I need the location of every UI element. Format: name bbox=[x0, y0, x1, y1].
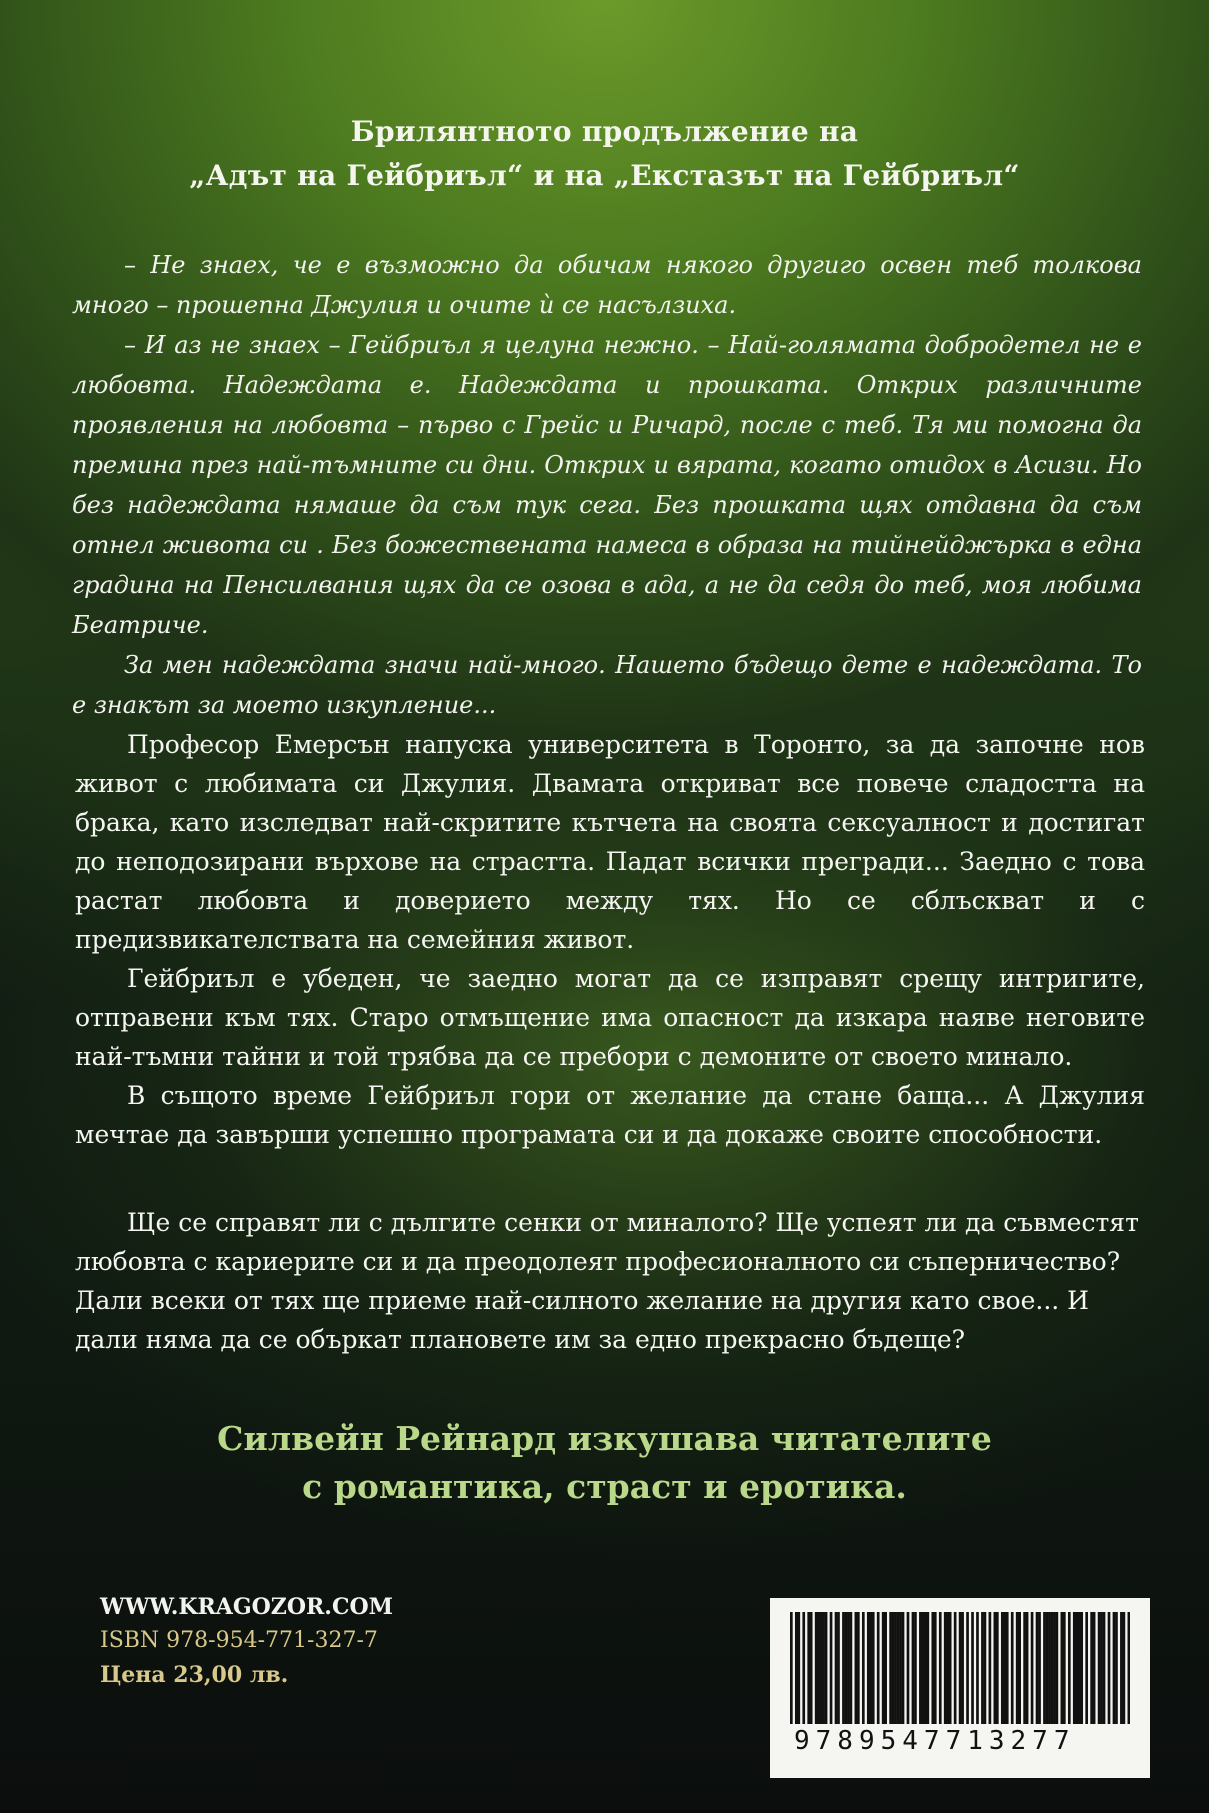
barcode-bar bbox=[815, 1612, 818, 1724]
barcode-bar bbox=[1073, 1612, 1076, 1724]
tagline-line-1: Силвейн Рейнард изкушава читателите bbox=[217, 1419, 992, 1458]
barcode-bar bbox=[996, 1612, 999, 1724]
barcode-bar bbox=[892, 1612, 895, 1724]
barcode-bar bbox=[1085, 1612, 1088, 1724]
barcode-bar bbox=[959, 1612, 962, 1724]
synopsis-paragraph-2: Гейбриъл е убеден, че заедно могат да се изправят срещу интригите, отправени към тях. Старо отмъщение има опасност да изкара наяве неговите най-тъмни тайни и той трябва да се пребори с демоните от своето минало. bbox=[75, 964, 1145, 1071]
barcode-bar bbox=[1053, 1612, 1056, 1724]
barcode-bar bbox=[790, 1612, 793, 1724]
barcode-bar bbox=[797, 1612, 800, 1724]
synopsis-paragraph-1: Професор Емерсън напуска университета в Торонто, за да започне нов живот с любимата си Джулия. Двамата откриват все повече сладостта на брака, като изследват най-скритите кътчета на своята сексуалност и достигат до неподозирани върхове на страстта. Падат всички прегради... Заедно с това растат любовта и доверието между тях. Но се сблъскват и с предизвикателствата на семейния живот. bbox=[75, 730, 1145, 954]
quote-paragraph-3: За мен надеждата значи най-много. Нашето бъдещо дете е надеждата. То е знакът за моето изкупление... bbox=[72, 651, 1142, 719]
barcode-bar bbox=[1080, 1612, 1083, 1724]
quote-paragraph-2: – И аз не знаех – Гейбриъл я целуна нежно. – Най-голямата добродетел не е любовта. Надеждата е. Надеждата и прошката. Открих различните проявления на любовта – първо с Грейс и Ричард, после с теб. Тя ми помогна да премина през най-тъмните си дни. Открих и вярата, когато отидох в Асизи. Но без надеждата нямаше да съм тук сега. Без прошката щях отдавна да съм отнел живота си . Без божествената намеса в образа на тийнейджърка в една градина на Пенсилвания щях да се озова в ада, а не да седя до теб, моя любима Беатриче. bbox=[72, 331, 1142, 639]
barcode-bar bbox=[966, 1612, 969, 1724]
barcode-bar bbox=[1048, 1612, 1051, 1724]
barcode-bar bbox=[889, 1612, 892, 1724]
barcode-bar bbox=[902, 1612, 905, 1724]
barcode-bar bbox=[1056, 1612, 1059, 1724]
barcode-bar bbox=[1078, 1612, 1081, 1724]
teaser-questions bbox=[75, 1203, 1145, 1359]
barcode-bar bbox=[1093, 1612, 1096, 1724]
author-tagline bbox=[0, 1415, 1209, 1511]
questions-paragraph: Ще се справят ли с дългите сенки от миналото? Ще успеят ли да съвместят любовта с кариерите си и да преодолеят професионалното си съперничество? Дали всеки от тях ще приеме най-силното желание на другия като свое... И дали няма да се объркат плановете им за едно прекрасно бъдеще? bbox=[75, 1208, 1139, 1354]
barcode-bar bbox=[899, 1612, 902, 1724]
barcode-bar bbox=[961, 1612, 964, 1724]
barcode-bar bbox=[869, 1612, 872, 1724]
barcode-bar bbox=[1051, 1612, 1054, 1724]
barcode-bar bbox=[795, 1612, 798, 1724]
isbn-number: ISBN 978-954-771-327-7 bbox=[100, 1628, 378, 1653]
barcode-bar bbox=[882, 1612, 885, 1724]
barcode-bar bbox=[1006, 1612, 1009, 1724]
headline-line-2: „Адът на Гейбриъл“ и на „Екстазът на Гейбриъл“ bbox=[189, 159, 1020, 192]
barcode-bars-icon bbox=[790, 1612, 1130, 1724]
barcode-bar bbox=[820, 1612, 823, 1724]
tagline-line-2: с романтика, страст и еротика. bbox=[302, 1467, 907, 1506]
headline-line-1: Брилянтното продължение на bbox=[350, 115, 859, 148]
barcode-bar bbox=[1016, 1612, 1019, 1724]
barcode-bar bbox=[939, 1612, 942, 1724]
barcode-bar bbox=[855, 1612, 858, 1724]
barcode-bar bbox=[924, 1612, 927, 1724]
barcode-bar bbox=[907, 1612, 910, 1724]
barcode-bar bbox=[981, 1612, 984, 1724]
barcode-bar bbox=[1038, 1612, 1041, 1724]
barcode-bar bbox=[807, 1612, 810, 1724]
barcode-bar bbox=[927, 1612, 930, 1724]
barcode-bar bbox=[1115, 1612, 1118, 1724]
barcode-bar bbox=[914, 1612, 917, 1724]
barcode-bar bbox=[1036, 1612, 1039, 1724]
barcode-bar bbox=[884, 1612, 887, 1724]
barcode bbox=[770, 1598, 1150, 1778]
barcode-bar bbox=[1108, 1612, 1111, 1724]
barcode-bar bbox=[877, 1612, 880, 1724]
barcode-bar bbox=[1113, 1612, 1116, 1724]
barcode-bar bbox=[1103, 1612, 1106, 1724]
barcode-bar bbox=[867, 1612, 870, 1724]
barcode-bar bbox=[862, 1612, 865, 1724]
excerpt-quote bbox=[72, 245, 1142, 725]
barcode-bar bbox=[1001, 1612, 1004, 1724]
barcode-bar bbox=[1031, 1612, 1034, 1724]
barcode-bar bbox=[934, 1612, 937, 1724]
barcode-bar bbox=[984, 1612, 987, 1724]
barcode-bar bbox=[976, 1612, 979, 1724]
barcode-bar bbox=[1120, 1612, 1123, 1724]
publisher-url[interactable]: WWW.KRAGOZOR.COM bbox=[100, 1594, 393, 1620]
barcode-bar bbox=[845, 1612, 848, 1724]
headline bbox=[0, 110, 1209, 198]
barcode-bar bbox=[894, 1612, 897, 1724]
barcode-bar bbox=[897, 1612, 900, 1724]
barcode-bar bbox=[1068, 1612, 1071, 1724]
barcode-bar bbox=[1003, 1612, 1006, 1724]
barcode-bar bbox=[1063, 1612, 1066, 1724]
barcode-bar bbox=[802, 1612, 805, 1724]
barcode-bar bbox=[931, 1612, 934, 1724]
barcode-bar bbox=[946, 1612, 949, 1724]
barcode-bar bbox=[989, 1612, 992, 1724]
barcode-digits: 9789547713277 bbox=[794, 1726, 1076, 1756]
barcode-bar bbox=[912, 1612, 915, 1724]
synopsis-paragraph-3: В същото време Гейбриъл гори от желание да стане баща... А Джулия мечтае да завърши успешно програмата си и да докаже своите способности. bbox=[75, 1081, 1145, 1149]
barcode-bar bbox=[949, 1612, 952, 1724]
barcode-bar bbox=[1011, 1612, 1014, 1724]
barcode-bar bbox=[1018, 1612, 1021, 1724]
barcode-bar bbox=[1043, 1612, 1046, 1724]
barcode-bar bbox=[835, 1612, 838, 1724]
barcode-bar bbox=[994, 1612, 997, 1724]
barcode-bar bbox=[847, 1612, 850, 1724]
barcode-bar bbox=[922, 1612, 925, 1724]
barcode-bar bbox=[1026, 1612, 1029, 1724]
synopsis bbox=[75, 725, 1145, 1154]
barcode-bar bbox=[1046, 1612, 1049, 1724]
barcode-bar bbox=[944, 1612, 947, 1724]
barcode-bar bbox=[837, 1612, 840, 1724]
barcode-bar bbox=[857, 1612, 860, 1724]
barcode-bar bbox=[971, 1612, 974, 1724]
barcode-bar bbox=[1123, 1612, 1126, 1724]
barcode-bar bbox=[822, 1612, 825, 1724]
barcode-bar bbox=[1061, 1612, 1064, 1724]
barcode-bar bbox=[1128, 1612, 1130, 1724]
barcode-bar bbox=[817, 1612, 820, 1724]
barcode-bar bbox=[842, 1612, 845, 1724]
barcode-bar bbox=[1023, 1612, 1026, 1724]
quote-paragraph-1: – Не знаех, че е възможно да обичам някого другиго освен теб толкова много – прошепна Джулия и очите ѝ се насълзиха. bbox=[72, 251, 1142, 319]
barcode-bar bbox=[825, 1612, 828, 1724]
price-label: Цена 23,00 лв. bbox=[100, 1662, 289, 1688]
barcode-bar bbox=[919, 1612, 922, 1724]
barcode-bar bbox=[1100, 1612, 1103, 1724]
barcode-bar bbox=[810, 1612, 813, 1724]
barcode-bar bbox=[830, 1612, 833, 1724]
barcode-bar bbox=[1075, 1612, 1078, 1724]
barcode-bar bbox=[850, 1612, 853, 1724]
barcode-bar bbox=[872, 1612, 875, 1724]
barcode-bar bbox=[1098, 1612, 1101, 1724]
publisher-info bbox=[100, 1590, 393, 1692]
barcode-bar bbox=[1090, 1612, 1093, 1724]
barcode-bar bbox=[954, 1612, 957, 1724]
